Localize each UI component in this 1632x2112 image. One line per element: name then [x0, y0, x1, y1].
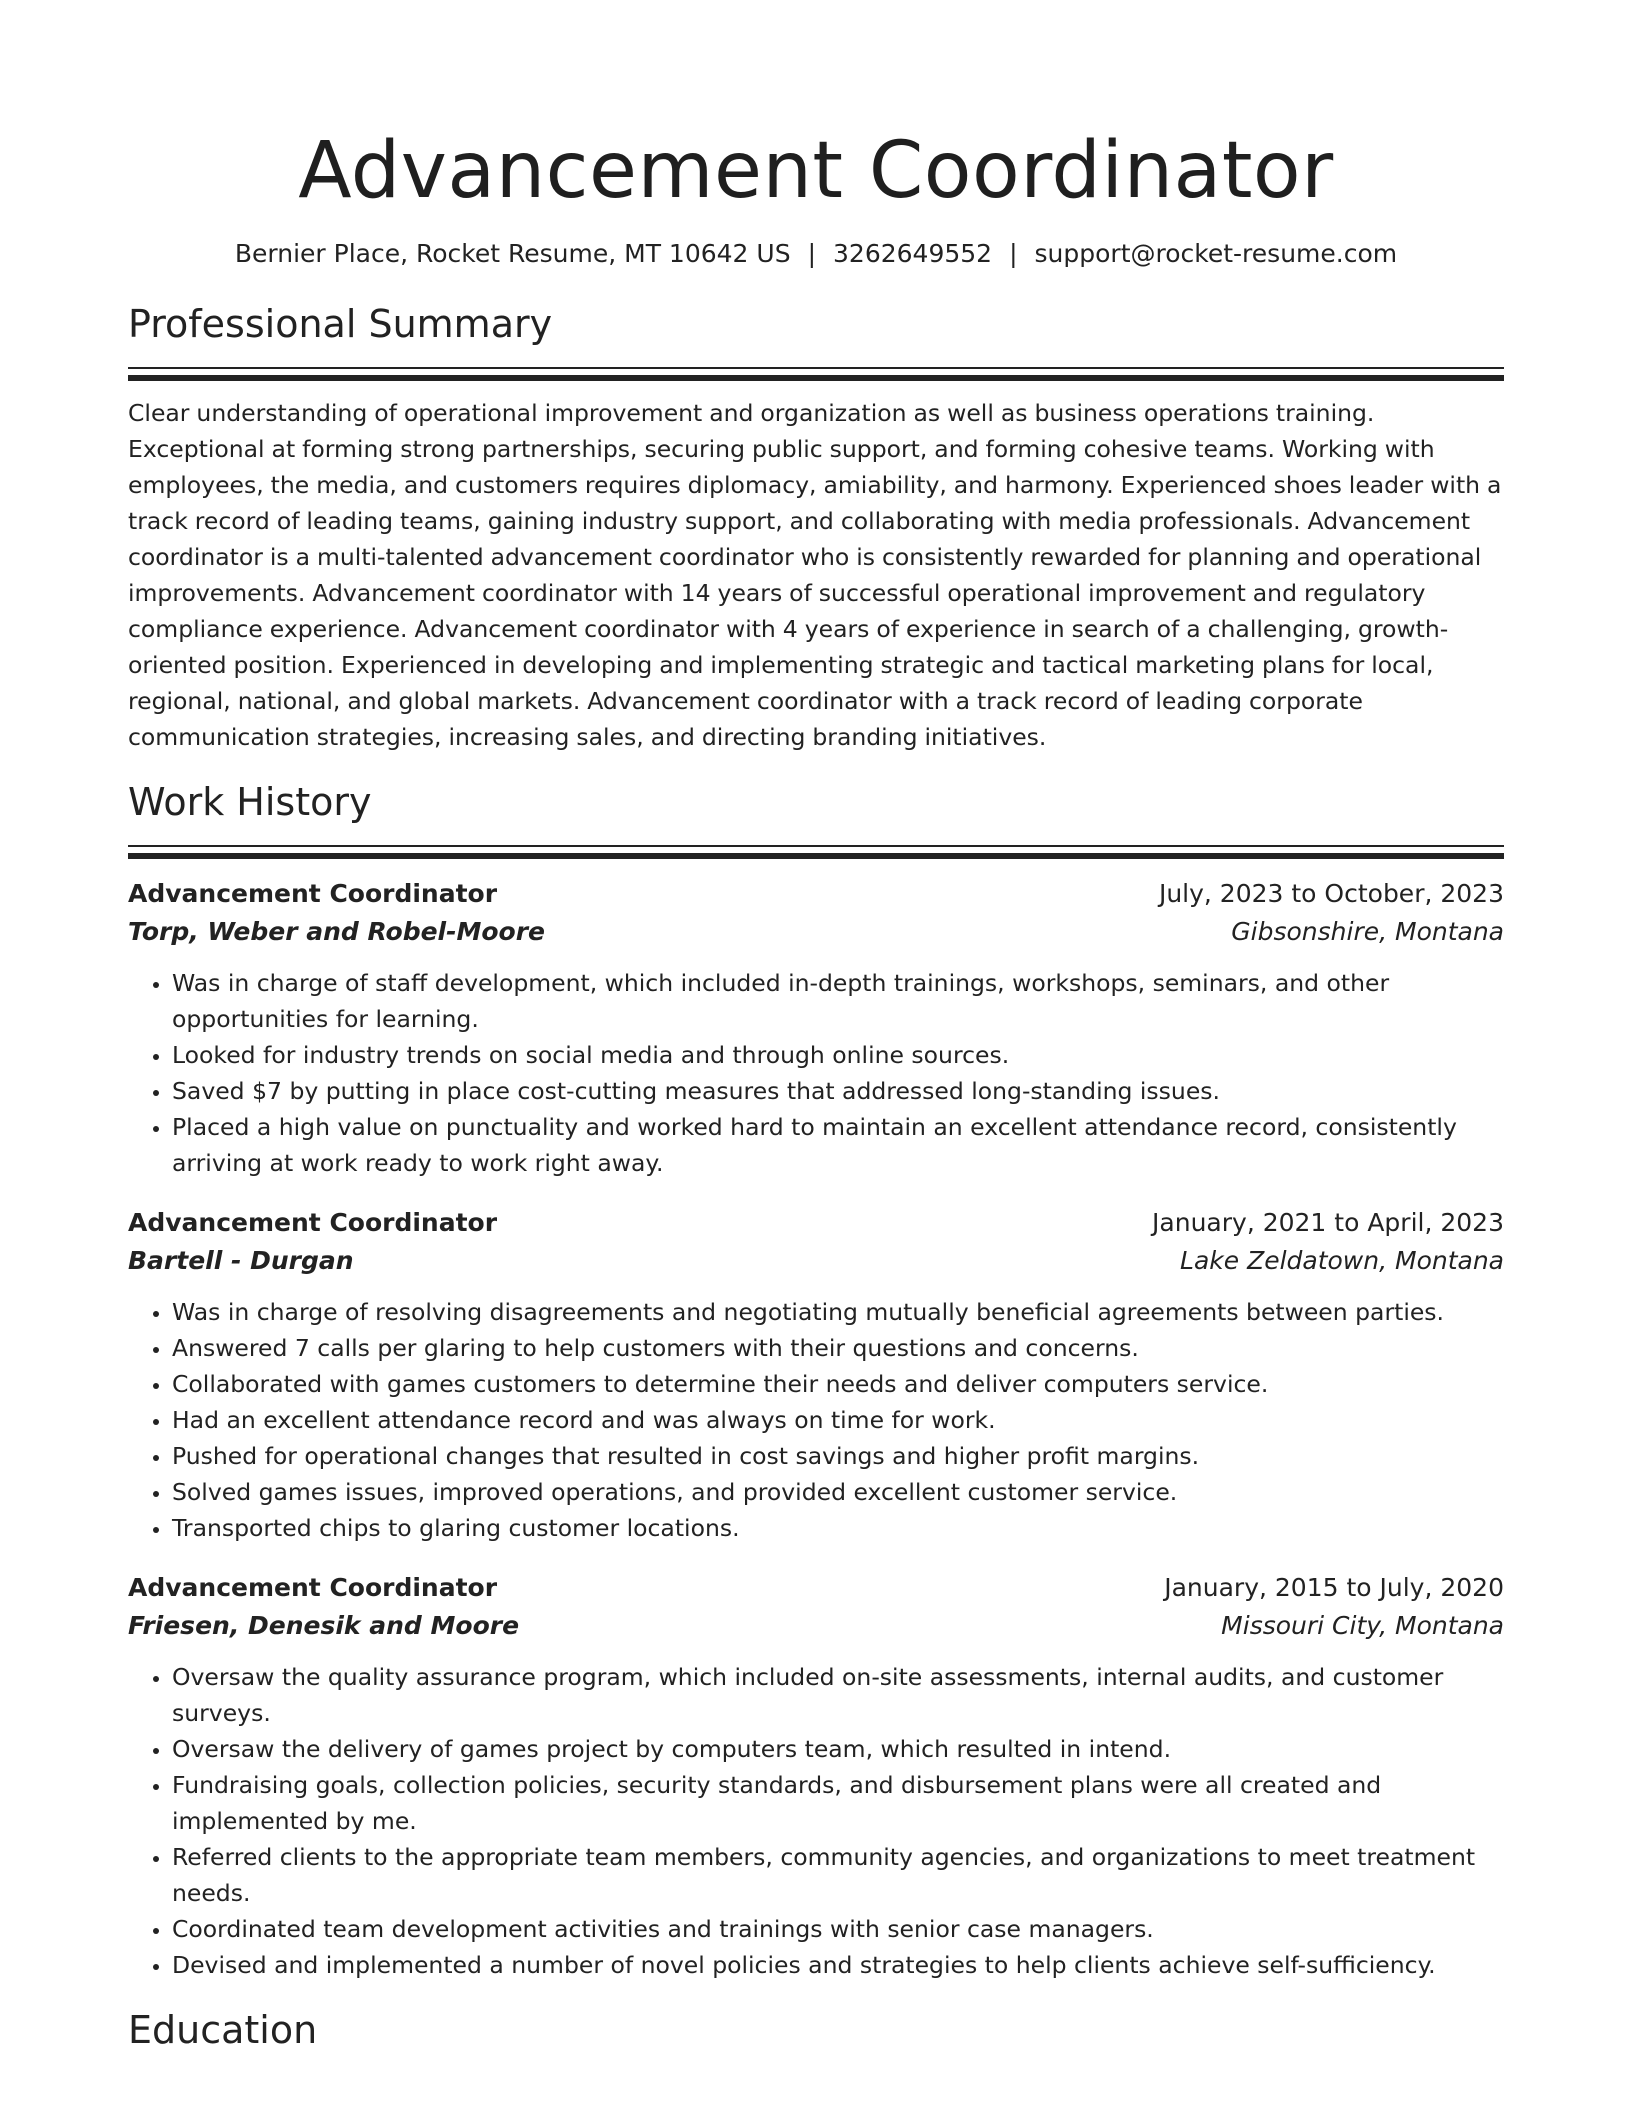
section-divider [128, 367, 1504, 381]
job-title: Advancement Coordinator [128, 879, 498, 908]
job-dates: July, 2023 to October, 2023 [1158, 879, 1504, 908]
resume-title: Advancement Coordinator [298, 126, 1334, 216]
job-entry [128, 1569, 1504, 1983]
job-bullet: • Devised and implemented a number of novel policies and strategies to help clients achieve self-sufficiency. [172, 1947, 1504, 1983]
section-heading-summary: Professional Summary [128, 302, 553, 346]
job-bullet: • Transported chips to glaring customer locations. [172, 1510, 1504, 1546]
job-bullet: • Had an excellent attendance record and was always on time for work. [172, 1402, 1504, 1438]
contact-line [128, 237, 1504, 271]
contact-separator: | [807, 239, 817, 268]
section-divider [128, 845, 1504, 859]
job-bullet: • Coordinated team development activities and trainings with senior case managers. [172, 1911, 1504, 1947]
job-company: Torp, Weber and Robel-Moore [128, 917, 546, 946]
job-bullet-list [128, 1659, 1504, 1983]
job-header-row [128, 875, 1504, 913]
section-heading-education: Education [128, 2008, 318, 2052]
job-bullet: • Fundraising goals, collection policies, security standards, and disbursement plans were all created and implemented by me. [172, 1767, 1504, 1839]
job-company: Bartell - Durgan [128, 1246, 354, 1275]
job-title: Advancement Coordinator [128, 1573, 498, 1602]
job-bullet-list [128, 965, 1504, 1181]
job-bullet-list [128, 1294, 1504, 1546]
section-heading-work-history: Work History [128, 780, 372, 824]
job-bullet: • Was in charge of staff development, which included in-depth trainings, workshops, seminars, and other opportunities for learning. [172, 965, 1504, 1037]
summary-section [128, 299, 1504, 755]
job-entry [128, 875, 1504, 1181]
job-company-row [128, 913, 1504, 951]
job-company-row [128, 1242, 1504, 1280]
job-bullet: • Looked for industry trends on social media and through online sources. [172, 1037, 1504, 1073]
summary-paragraph: Clear understanding of operational improvement and organization as well as business operations training. Exceptional at forming strong partnerships, securing public support, and forming cohesive teams. Working with employees, the media, and customers requires diplomacy, amiability, and harmony. Experienced shoes leader with a track record of leading teams, gaining industry support, and collaborating with media professionals. Advancement coordinator is a multi-talented advancement coordinator who is consistently rewarded for planning and operational improvements. Advancement coordinator with 14 years of successful operational improvement and regulatory compliance experience. Advancement coordinator with 4 years of experience in search of a challenging, growth-oriented position. Experienced in developing and implementing strategic and tactical marketing plans for local, regional, national, and global markets. Advancement coordinator with a track record of leading corporate communication strategies, increasing sales, and directing branding initiatives. [128, 399, 1502, 751]
job-header-row [128, 1204, 1504, 1242]
job-bullet: • Was in charge of resolving disagreements and negotiating mutually beneficial agreements between parties. [172, 1294, 1504, 1330]
job-location: Lake Zeldatown, Montana [1180, 1246, 1504, 1275]
job-bullet: • Placed a high value on punctuality and worked hard to maintain an excellent attendance record, consistently arriving at work ready to work right away. [172, 1109, 1504, 1181]
job-bullet: • Solved games issues, improved operations, and provided excellent customer service. [172, 1474, 1504, 1510]
contact-email[interactable]: support@rocket-resume.com [1034, 239, 1398, 268]
job-location: Gibsonshire, Montana [1231, 917, 1504, 946]
job-bullet: • Referred clients to the appropriate team members, community agencies, and organizations to meet treatment needs. [172, 1839, 1504, 1911]
job-bullet: • Saved $7 by putting in place cost-cutting measures that addressed long-standing issues. [172, 1073, 1504, 1109]
job-bullet: • Pushed for operational changes that resulted in cost savings and higher profit margins. [172, 1438, 1504, 1474]
education-section [128, 2005, 1504, 2055]
job-dates: January, 2021 to April, 2023 [1152, 1208, 1504, 1237]
job-company: Friesen, Denesik and Moore [128, 1611, 520, 1640]
job-company-row [128, 1607, 1504, 1645]
job-title: Advancement Coordinator [128, 1208, 498, 1237]
job-bullet: • Oversaw the delivery of games project by computers team, which resulted in intend. [172, 1731, 1504, 1767]
contact-address: Bernier Place, Rocket Resume, MT 10642 US [234, 239, 791, 268]
job-bullet: • Collaborated with games customers to determine their needs and deliver computers service. [172, 1366, 1504, 1402]
work-history-section [128, 777, 1504, 1983]
job-header-row [128, 1569, 1504, 1607]
resume-page [128, 0, 1504, 2055]
job-entry [128, 1204, 1504, 1546]
job-bullet: • Oversaw the quality assurance program, which included on-site assessments, internal audits, and customer surveys. [172, 1659, 1504, 1731]
contact-separator: | [1009, 239, 1018, 268]
job-bullet: • Answered 7 calls per glaring to help customers with their questions and concerns. [172, 1330, 1504, 1366]
job-dates: January, 2015 to July, 2020 [1164, 1573, 1504, 1602]
contact-phone: 3262649552 [833, 239, 993, 268]
job-location: Missouri City, Montana [1221, 1611, 1504, 1640]
